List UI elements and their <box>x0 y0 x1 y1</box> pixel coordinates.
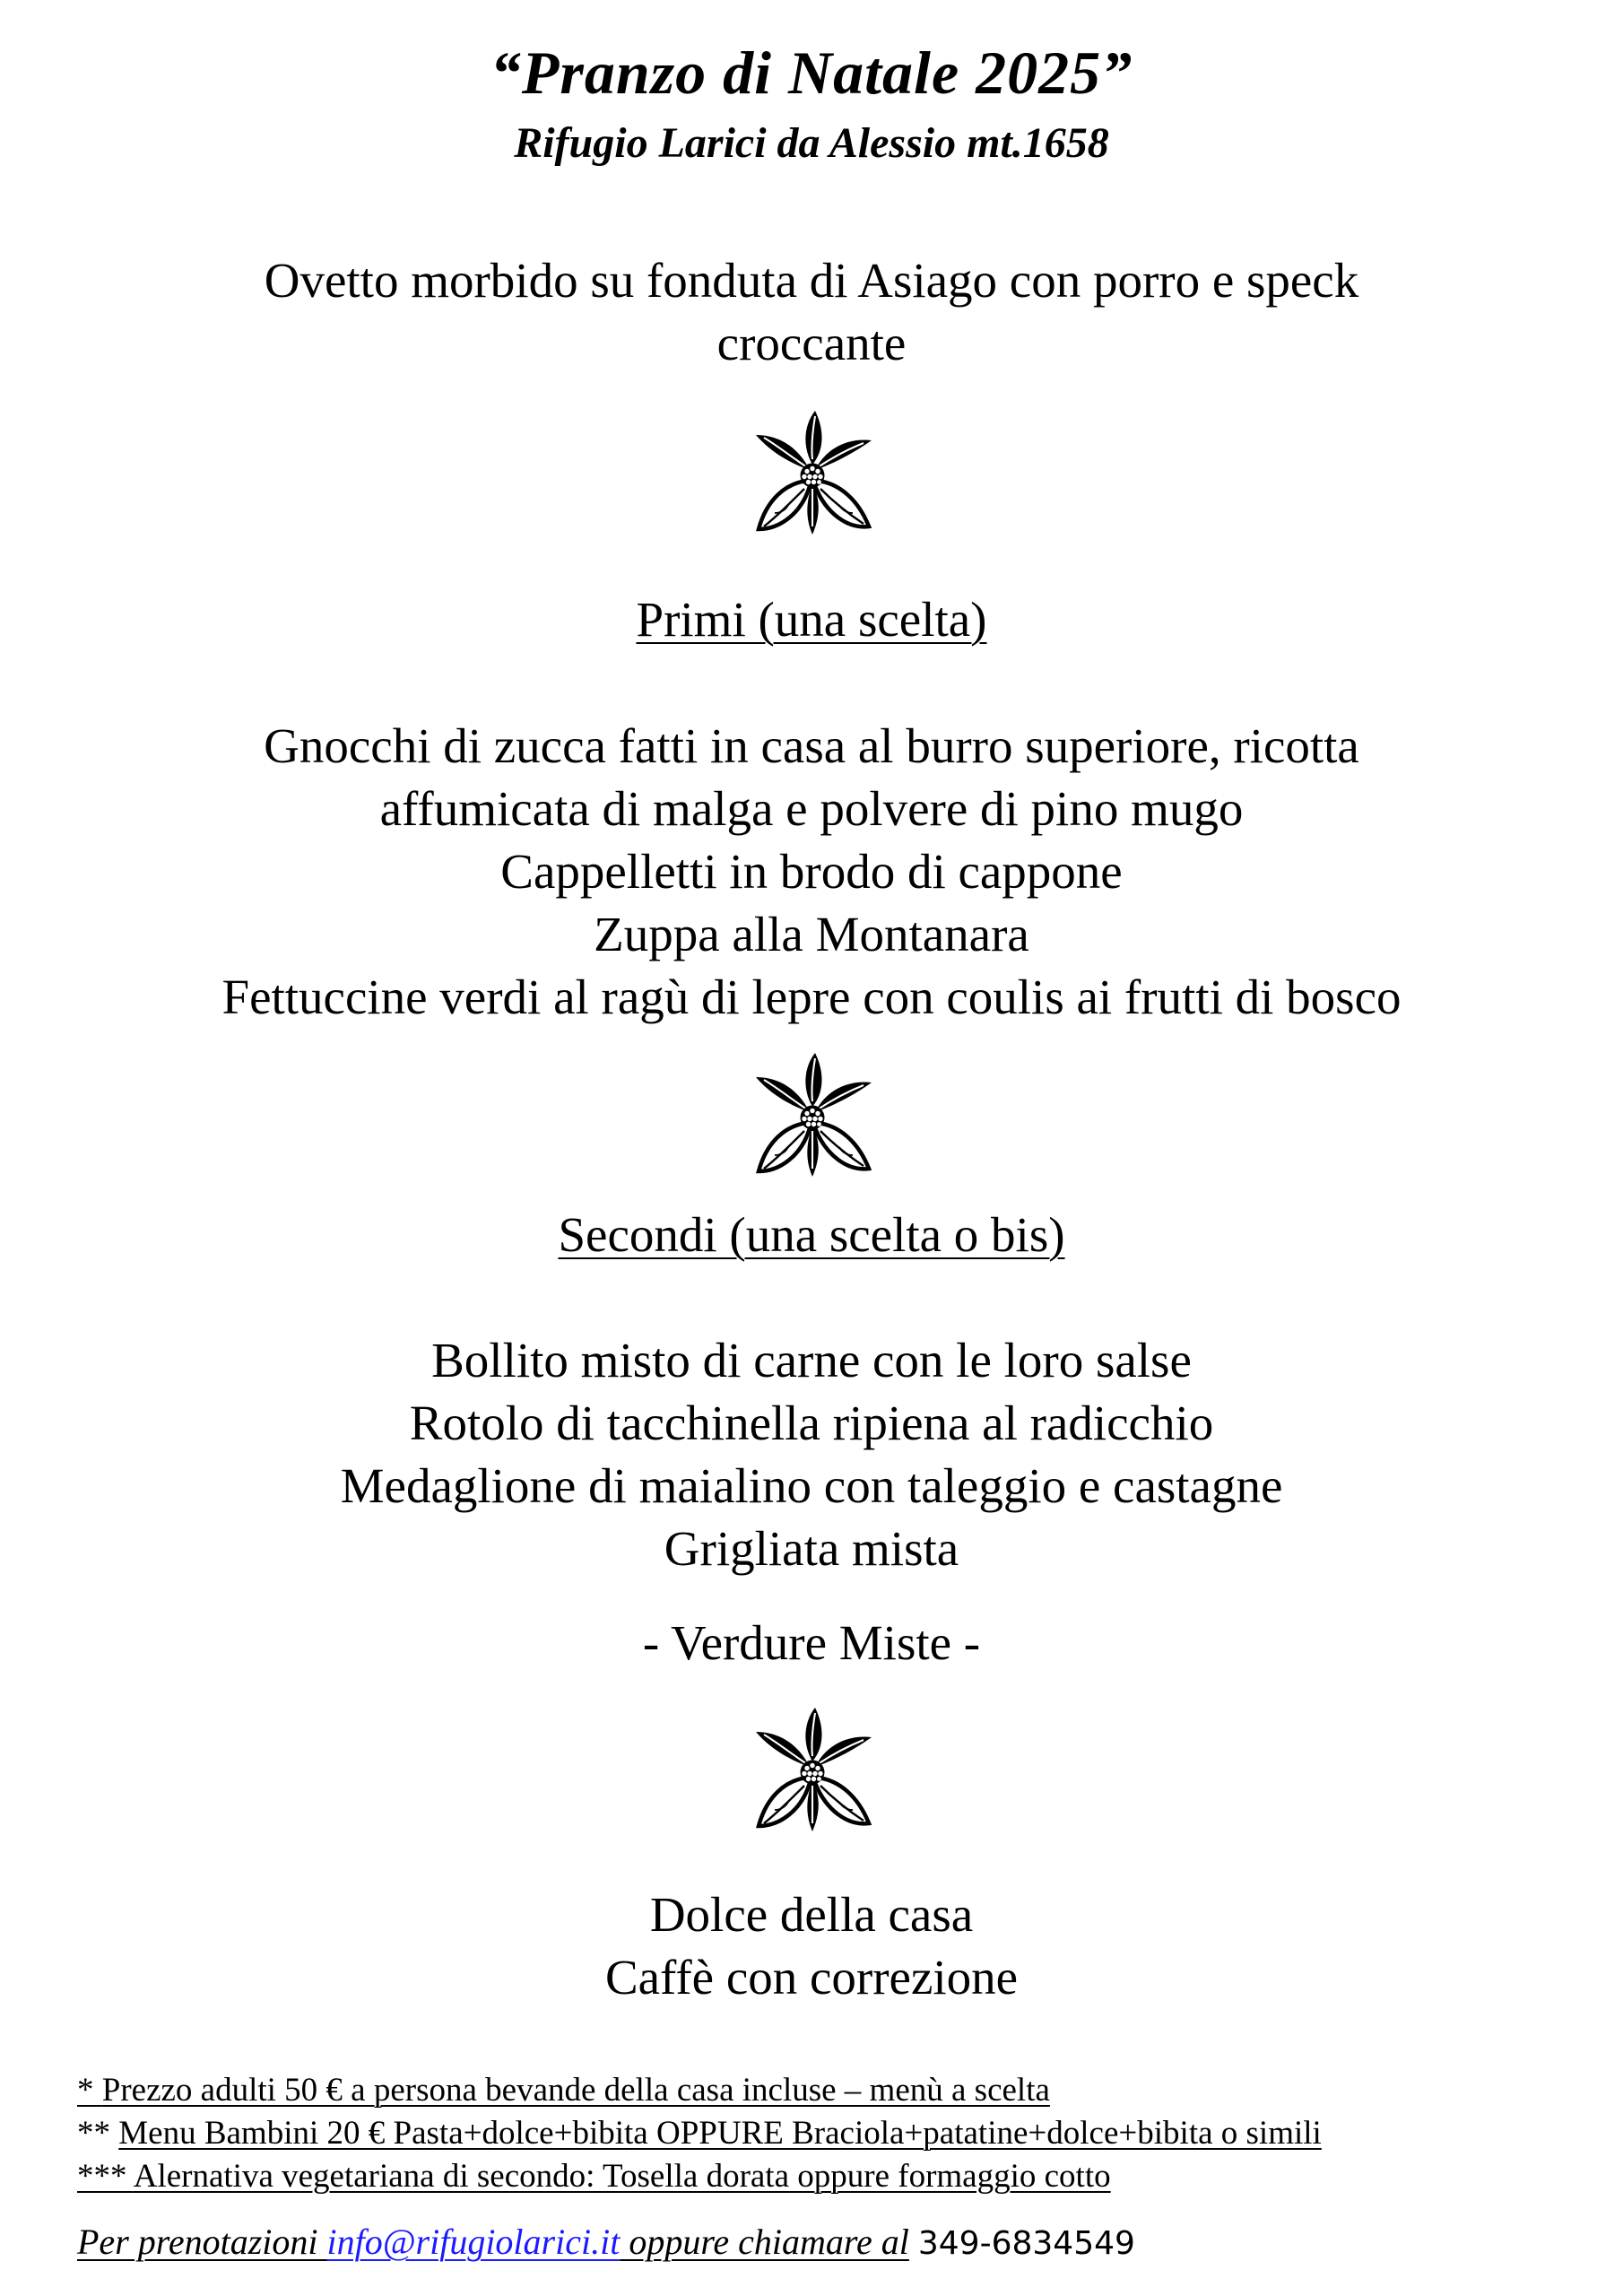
primi-line: affumicata di malga e polvere di pino mugo <box>379 781 1244 836</box>
secondi-line: Medaglione di maialino con taleggio e castagne <box>340 1458 1283 1513</box>
poinsettia-flower-icon <box>745 1048 880 1182</box>
poinsettia-flower-icon <box>745 405 880 540</box>
secondi-line: Grigliata mista <box>664 1521 959 1576</box>
poinsettia-flower-icon <box>745 1702 880 1837</box>
primi-line: Zuppa alla Montanara <box>594 907 1029 961</box>
primi-heading: Primi (una scelta) <box>636 592 987 647</box>
primi-line: Cappelletti in brodo di cappone <box>500 844 1123 899</box>
secondi-line: Bollito misto di carne con le loro salse <box>431 1333 1192 1387</box>
contact-prefix: Per prenotazioni <box>77 2222 327 2262</box>
contact-phone: 349-6834549 <box>917 2225 1135 2262</box>
primi-line: Gnocchi di zucca fatti in casa al burro superiore, ricotta <box>264 718 1359 773</box>
note-adult-price: * Prezzo adulti 50 € a persona bevande della casa incluse – menù a scelta <box>77 2072 1050 2109</box>
dessert-line: Caffè con correzione <box>604 1950 1019 2005</box>
secondi-heading: Secondi (una scelta o bis) <box>558 1207 1065 1262</box>
note-vegetarian: *** Alernativa vegetariana di secondo: Tosella dorata oppure formaggio cotto <box>77 2158 1111 2195</box>
contorno-line: - Verdure Miste - <box>642 1615 981 1670</box>
primi-line: Fettuccine verdi al ragù di lepre con coulis ai frutti di bosco <box>221 970 1402 1024</box>
antipasto-line-1: Ovetto morbido su fonduta di Asiago con porro e speck <box>264 253 1359 308</box>
note-kids-menu: ** Menu Bambini 20 € Pasta+dolce+bibita OPPURE Braciola+patatine+dolce+bibita o simili <box>77 2115 1322 2152</box>
contact-email-link[interactable]: info@rifugiolarici.it <box>326 2222 621 2262</box>
dessert-line: Dolce della casa <box>649 1887 974 1942</box>
menu-subtitle: Rifugio Larici da Alessio mt.1658 <box>514 119 1109 167</box>
antipasto-line-2: croccante <box>716 316 907 370</box>
menu-title: “Pranzo di Natale 2025” <box>490 39 1133 107</box>
contact-line <box>77 2221 1135 2263</box>
secondi-line: Rotolo di tacchinella ripiena al radicchio <box>409 1396 1214 1450</box>
contact-middle: oppure chiamare al <box>620 2222 909 2262</box>
